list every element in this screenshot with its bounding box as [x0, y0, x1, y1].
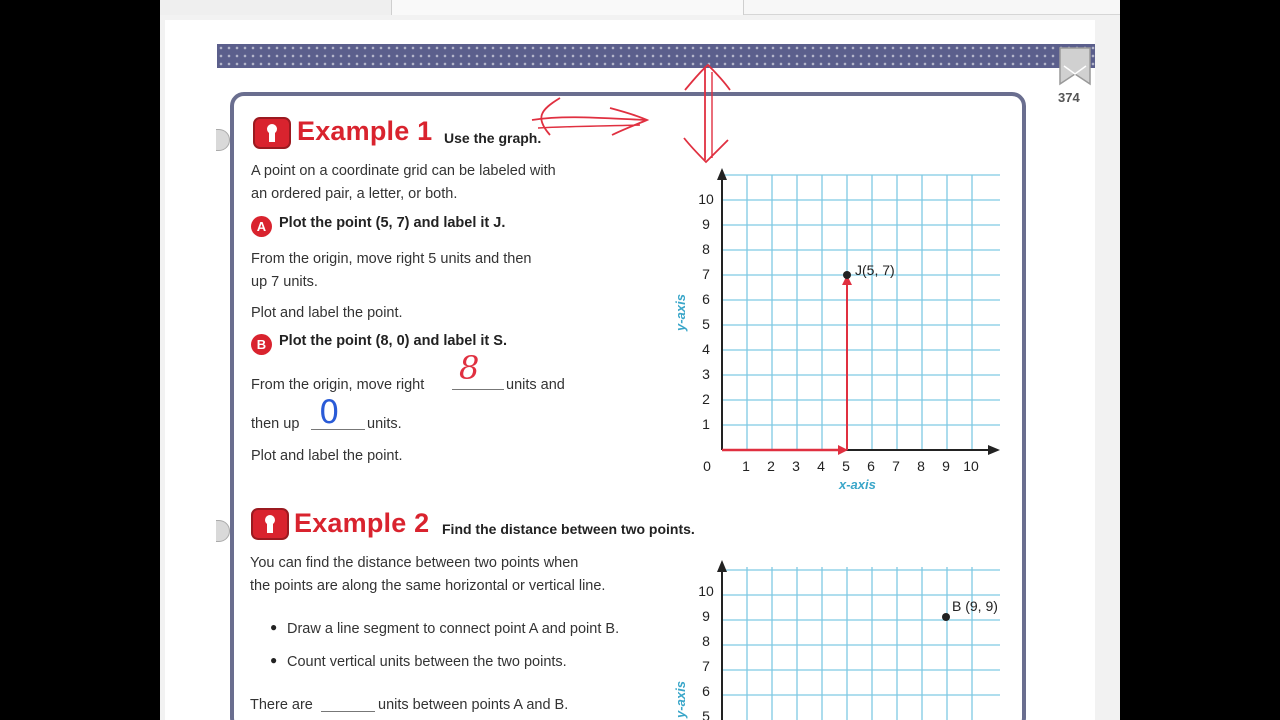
part-a-plot-instruction: Plot and label the point. — [251, 305, 403, 321]
part-b-line2-text: then up — [251, 416, 300, 432]
part-b-line2-end: units. — [367, 416, 402, 432]
point-b — [942, 613, 950, 621]
instruction-2: Count vertical units between the two points. — [287, 654, 567, 670]
part-b-line1-end: units and — [506, 377, 565, 393]
answer-blank-distance[interactable] — [321, 711, 375, 712]
answer-blank-right[interactable] — [452, 389, 504, 390]
y-tick-8: 8 — [702, 633, 710, 649]
x-tick-1: 1 — [742, 458, 750, 474]
point-b-label: B (9, 9) — [952, 598, 998, 614]
part-b-plot-instruction: Plot and label the point. — [251, 448, 403, 464]
example-icon — [251, 508, 289, 540]
part-b-heading: Plot the point (8, 0) and label it S. — [279, 333, 507, 349]
x-tick-3: 3 — [792, 458, 800, 474]
right-letterbox — [1120, 0, 1280, 720]
y-tick-7: 7 — [702, 658, 710, 674]
coordinate-grid-1[interactable] — [690, 160, 1010, 460]
x-tick-0: 0 — [703, 458, 711, 474]
example-1-title: Example 1 — [297, 116, 433, 146]
x-tick-9: 9 — [942, 458, 950, 474]
toolbar-segment[interactable] — [160, 0, 392, 15]
x-tick-10: 10 — [963, 458, 979, 474]
y-tick-5: 5 — [702, 708, 710, 720]
bullet-icon: ● — [270, 653, 278, 667]
example-1-intro: A point on a coordinate grid can be labeled with an ordered pair, a letter, or both. — [251, 163, 556, 202]
example-2-subtitle: Find the distance between two points. — [442, 521, 695, 537]
y-tick-7: 7 — [702, 266, 710, 282]
y-tick-10: 10 — [698, 583, 714, 599]
y-tick-9: 9 — [702, 216, 710, 232]
part-a-badge: A — [251, 216, 272, 237]
y-tick-6: 6 — [702, 683, 710, 699]
part-a-heading: Plot the point (5, 7) and label it J. — [279, 215, 506, 231]
part-a-steps: From the origin, move right 5 units and then up 7 units. — [251, 251, 532, 290]
example-1-subtitle: Use the graph. — [444, 130, 542, 146]
y-tick-9: 9 — [702, 608, 710, 624]
point-j — [843, 271, 851, 279]
y-tick-10: 10 — [698, 191, 714, 207]
y-tick-4: 4 — [702, 341, 710, 357]
example-2-title: Example 2 — [294, 508, 430, 538]
handwritten-answer-right: 8 — [459, 349, 480, 387]
y-tick-1: 1 — [702, 416, 710, 432]
x-tick-5: 5 — [842, 458, 850, 474]
y-tick-8: 8 — [702, 241, 710, 257]
bookmark-icon[interactable] — [1058, 46, 1092, 86]
x-tick-7: 7 — [892, 458, 900, 474]
part-b-badge: B — [251, 334, 272, 355]
instruction-1: Draw a line segment to connect point A and point B. — [287, 621, 620, 637]
page-number: 374 — [1058, 90, 1080, 105]
y-tick-3: 3 — [702, 366, 710, 382]
point-j-label: J(5, 7) — [855, 262, 895, 278]
example-icon — [253, 117, 291, 149]
bullet-icon: ● — [270, 620, 278, 634]
x-tick-2: 2 — [767, 458, 775, 474]
handwritten-arrows — [520, 60, 760, 170]
answer-prompt-end: units between points A and B. — [378, 697, 569, 713]
x-tick-6: 6 — [867, 458, 875, 474]
answer-prompt: There are — [250, 697, 313, 713]
x-tick-8: 8 — [917, 458, 925, 474]
handwritten-answer-up: 0 — [319, 393, 340, 431]
example-2-intro: You can find the distance between two points when the points are along the same horizontal or vertical line. — [250, 555, 606, 594]
y-axis-label: y-axis — [672, 294, 688, 331]
y-tick-6: 6 — [702, 291, 710, 307]
x-tick-4: 4 — [817, 458, 825, 474]
y-tick-5: 5 — [702, 316, 710, 332]
x-axis-label: x-axis — [839, 477, 876, 492]
part-b-line1-text: From the origin, move right — [251, 377, 425, 393]
coordinate-grid-2[interactable] — [690, 552, 1010, 720]
toolbar-segment[interactable] — [392, 0, 744, 15]
y-tick-2: 2 — [702, 391, 710, 407]
viewer-toolbar — [160, 0, 1120, 15]
y-axis-label: y-axis — [672, 681, 688, 718]
